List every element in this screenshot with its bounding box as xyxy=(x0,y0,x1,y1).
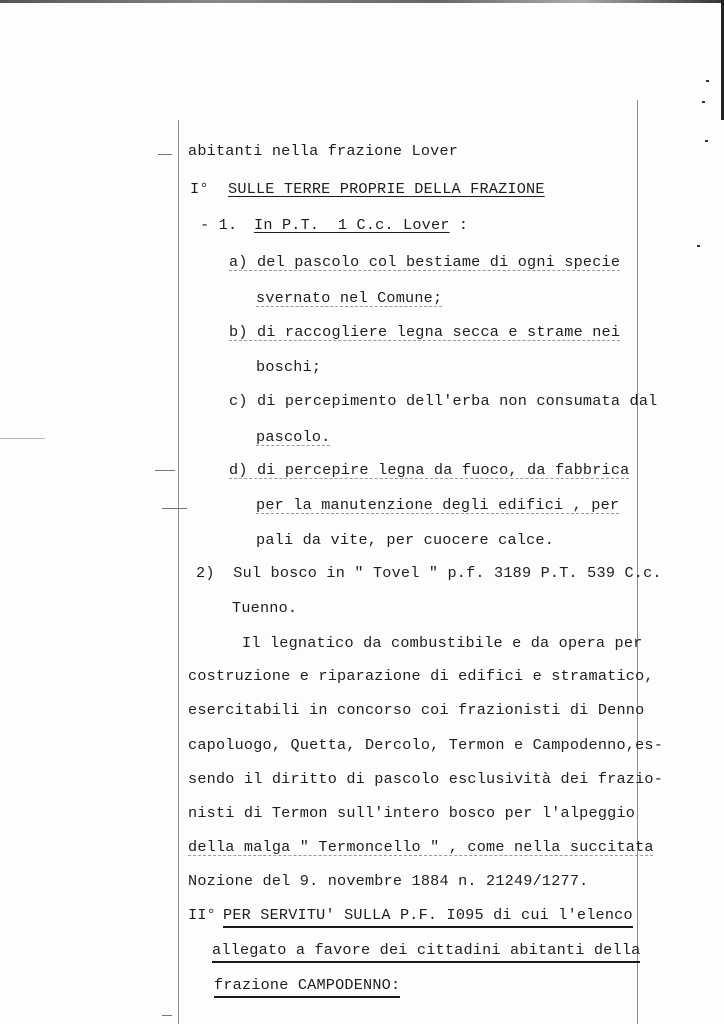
paragraph-line-6: nisti di Termon sull'intero bosco per l'alpeggio xyxy=(188,804,636,822)
right-margin-line xyxy=(637,100,638,1024)
left-margin-line xyxy=(178,120,179,1024)
item-2-line-2: Tuenno. xyxy=(232,599,298,617)
section-2-line-1: PER SERVITU' SULLA P.F. I095 di cui l'elenco xyxy=(223,906,633,928)
item-d-line-1: d) di percepire legna da fuoco, da fabbrica xyxy=(229,461,630,479)
scan-speck xyxy=(705,140,708,142)
item-a-line-1: a) del pascolo col bestiame di ogni specie xyxy=(229,253,621,271)
paragraph-line-7: della malga " Termoncello " , come nella succitata xyxy=(188,838,654,856)
item-1-colon: : xyxy=(449,216,469,234)
paragraph-line-3: esercitabili in concorso coi frazionisti di Denno xyxy=(188,701,645,719)
scan-speck xyxy=(702,101,705,103)
item-c-line-1: c) di percepimento dell'erba non consumata dal xyxy=(229,392,658,410)
paragraph-line-5: sendo il diritto di pascolo esclusività dei frazio- xyxy=(188,770,664,788)
margin-mark xyxy=(162,1015,172,1016)
item-d-line-3: pali da vite, per cuocere calce. xyxy=(256,531,555,549)
section-1-title: SULLE TERRE PROPRIE DELLA FRAZIONE xyxy=(228,180,545,198)
item-a-line-2: svernato nel Comune; xyxy=(256,289,443,307)
item-d-line-2: per la manutenzione degli edifici , per xyxy=(256,496,620,514)
item-1-number: - 1. xyxy=(200,216,238,234)
paragraph-line-4: capoluogo, Quetta, Dercolo, Termon e Campodenno,es- xyxy=(188,736,664,754)
item-2-line-1: 2) Sul bosco in " Tovel " p.f. 3189 P.T. 539 C.c. xyxy=(196,564,662,582)
section-2-line-3: frazione CAMPODENNO: xyxy=(214,976,400,998)
margin-mark xyxy=(155,470,175,471)
margin-mark xyxy=(158,154,172,155)
intro-line: abitanti nella frazione Lover xyxy=(188,142,459,160)
margin-mark xyxy=(0,438,45,439)
section-2-line-2: allegato a favore dei cittadini abitanti della xyxy=(212,941,640,963)
section-1-number: I° xyxy=(190,180,209,198)
paragraph-line-2: costruzione e riparazione di edifici e stramatico, xyxy=(188,667,654,685)
paragraph-line-8: Nozione del 9. novembre 1884 n. 21249/1277. xyxy=(188,872,589,890)
item-1-title: In P.T. 1 C.c. Lover xyxy=(254,216,450,234)
scan-speck xyxy=(706,80,709,82)
item-b-line-2: boschi; xyxy=(256,358,322,376)
section-2-number: II° xyxy=(188,906,216,924)
scan-speck xyxy=(697,245,700,247)
paragraph-line-1: Il legnatico da combustibile e da opera per xyxy=(242,634,643,652)
item-c-line-2: pascolo. xyxy=(256,428,331,446)
item-b-line-1: b) di raccogliere legna secca e strame nei xyxy=(229,323,621,341)
scan-top-edge xyxy=(0,0,724,3)
margin-mark xyxy=(162,508,187,509)
